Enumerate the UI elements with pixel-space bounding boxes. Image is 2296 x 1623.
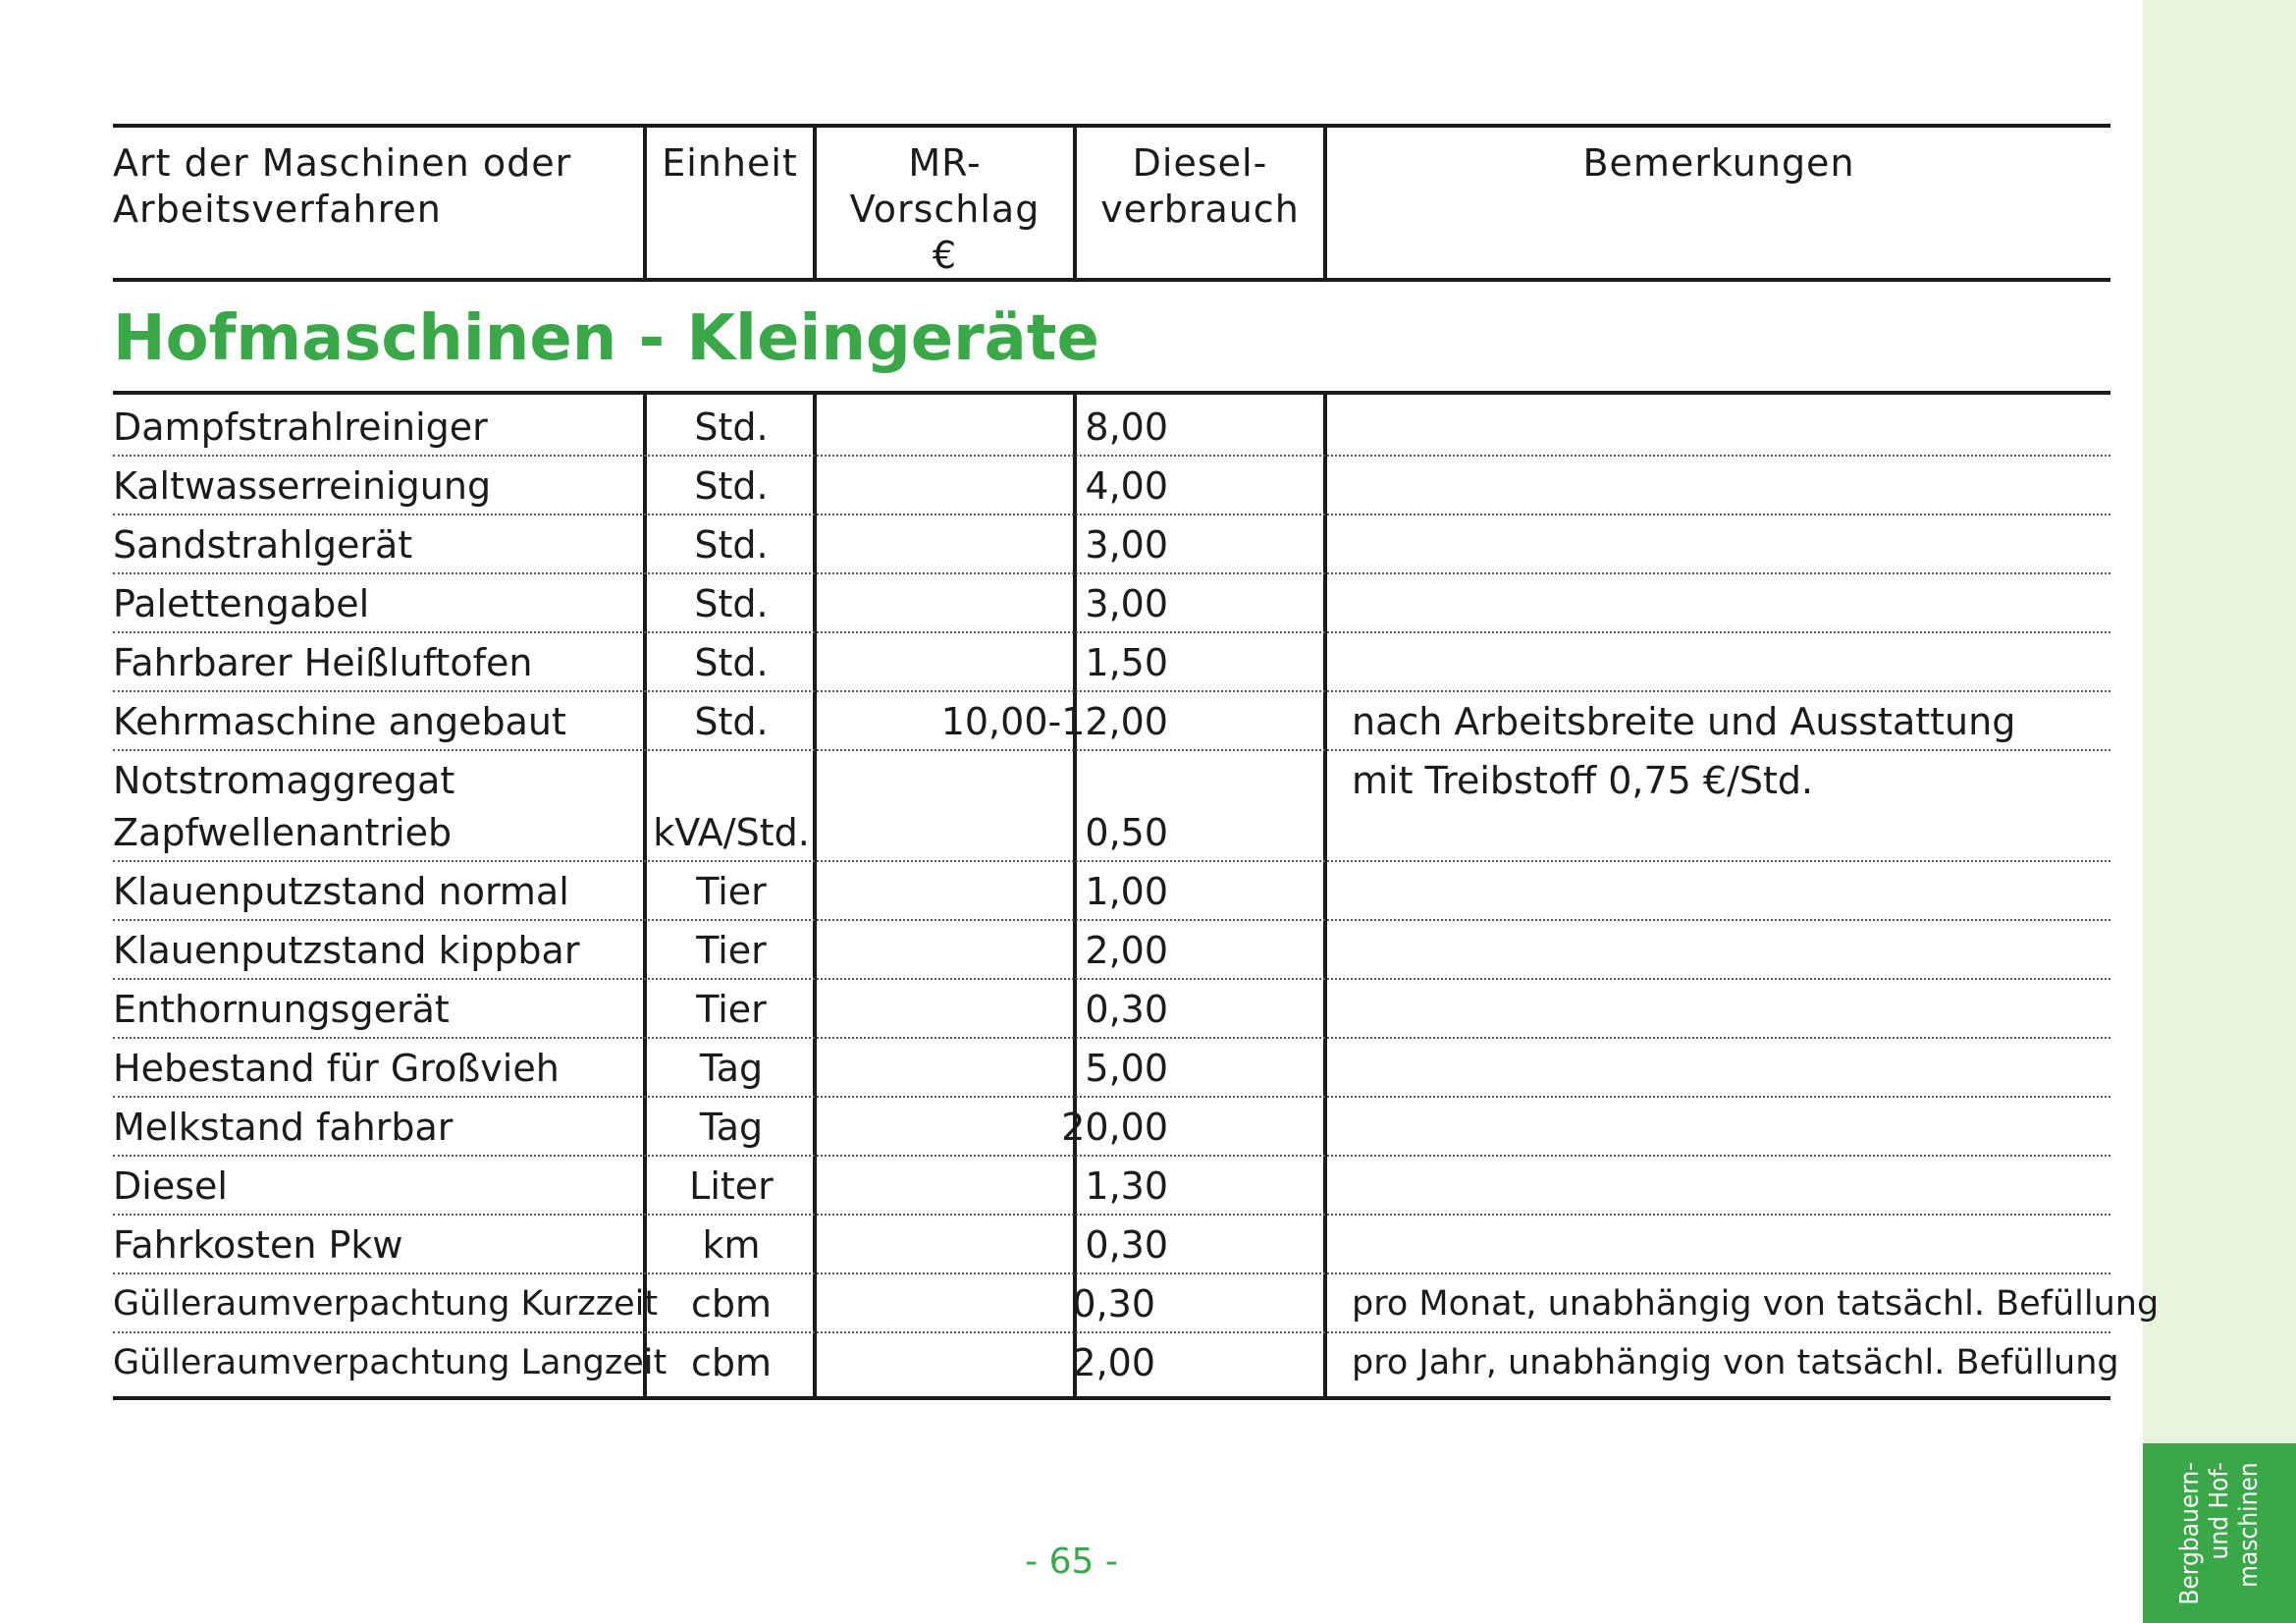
row-unit: Tier: [696, 870, 767, 913]
row-price: 3,00: [1085, 523, 1168, 567]
table-row: [113, 1274, 2160, 1333]
row-name: Diesel: [113, 1164, 228, 1208]
row-price: 2,00: [1072, 1341, 1155, 1384]
row-note: pro Jahr, unabhängig von tatsächl. Befüllung: [1352, 1343, 2119, 1382]
header-name-line-1: Art der Maschinen oder: [113, 141, 572, 185]
row-unit: kVA/Std.: [653, 811, 810, 854]
row-unit: cbm: [690, 1341, 773, 1384]
row-unit: Std.: [694, 523, 769, 567]
row-unit: cbm: [690, 1282, 773, 1325]
row-name: Sandstrahlgerät: [113, 523, 413, 567]
header-notes: Bemerkungen: [1582, 141, 1855, 185]
section-title: Hofmaschinen - Kleingeräte: [113, 302, 1099, 375]
row-price: 0,50: [1085, 811, 1168, 854]
table-row: [113, 1098, 2110, 1157]
row-price: 2,00: [1085, 929, 1168, 972]
header-name-line-2: Arbeitsverfahren: [113, 188, 442, 231]
row-unit: Tag: [699, 1106, 764, 1149]
row-unit: Std.: [694, 582, 769, 625]
row-name: Kaltwasserreinigung: [113, 464, 492, 508]
row-name: Gülleraumverpachtung Langzeit: [113, 1343, 667, 1382]
row-unit: Std.: [694, 406, 769, 449]
header-bottom-rule: [113, 278, 2110, 282]
row-price: 0,30: [1085, 1223, 1168, 1267]
header-price: [817, 140, 1073, 279]
row-name: Hebestand für Großvieh: [113, 1047, 560, 1090]
table-row: [113, 574, 2110, 633]
row-price: 0,30: [1085, 988, 1168, 1031]
row-name: Enthornungsgerät: [113, 988, 450, 1031]
table-row: [113, 1157, 2110, 1216]
table-row: [113, 1039, 2110, 1098]
header-name: [113, 140, 638, 233]
row-name: Notstromaggregat: [113, 759, 455, 802]
row-name: Kehrmaschine angebaut: [113, 700, 566, 743]
row-name: Gülleraumverpachtung Kurzzeit: [113, 1284, 659, 1324]
table-row: [113, 692, 2110, 751]
chapter-tab-line-1: Bergbauern-: [2175, 1461, 2205, 1605]
row-price: 1,30: [1085, 1164, 1168, 1208]
row-note: mit Treibstoff 0,75 €/Std.: [1352, 759, 1814, 802]
row-note: pro Monat, unabhängig von tatsächl. Befüllung: [1352, 1284, 2160, 1324]
row-name-line-2: Zapfwellenantrieb: [113, 811, 453, 854]
chapter-tab-line-3: maschinen: [2234, 1461, 2264, 1588]
header-diesel-line-2: verbrauch: [1100, 188, 1300, 231]
row-price: 5,00: [1085, 1047, 1168, 1090]
header-diesel: [1077, 140, 1323, 233]
table-top-rule: [113, 124, 2110, 128]
row-price: 4,00: [1085, 464, 1168, 508]
row-unit: Std.: [694, 700, 769, 743]
row-price: 10,00-12,00: [940, 700, 1168, 743]
side-panel: [2143, 0, 2296, 1623]
row-unit: Liter: [689, 1164, 774, 1208]
header-diesel-line-1: Diesel-: [1132, 141, 1268, 185]
row-unit: Std.: [694, 641, 769, 684]
row-name: Melkstand fahrbar: [113, 1106, 454, 1149]
row-price: 3,00: [1085, 582, 1168, 625]
header-price-line-1: MR-: [908, 141, 982, 185]
table-row: [113, 921, 2110, 980]
row-name: Klauenputzstand kippbar: [113, 929, 580, 972]
row-unit: Tier: [696, 988, 767, 1031]
chapter-tab-label: [2175, 1462, 2264, 1604]
row-unit: Std.: [694, 464, 769, 508]
table-bottom-rule: [113, 1396, 2110, 1400]
chapter-tab[interactable]: [2143, 1443, 2296, 1623]
row-unit: Tag: [699, 1047, 764, 1090]
page-number: - 65 -: [1025, 1542, 1118, 1582]
header-price-line-2: Vorschlag: [849, 188, 1041, 231]
table-row: [113, 1333, 2119, 1392]
row-note: nach Arbeitsbreite und Ausstattung: [1352, 700, 2016, 743]
header-unit: Einheit: [662, 141, 798, 185]
table-row: [113, 398, 2110, 457]
row-price: 20,00: [1061, 1106, 1168, 1149]
row-name: Fahrbarer Heißluftofen: [113, 641, 533, 684]
header-price-currency: €: [932, 234, 958, 277]
row-name: Fahrkosten Pkw: [113, 1223, 403, 1267]
table-row: [113, 980, 2110, 1039]
section-rule: [113, 391, 2110, 395]
row-price: 8,00: [1085, 406, 1168, 449]
chapter-tab-line-2: und Hof-: [2205, 1461, 2234, 1559]
table-row: [113, 457, 2110, 515]
row-price: 1,50: [1085, 641, 1168, 684]
row-price: 0,30: [1072, 1282, 1155, 1325]
row-unit: Tier: [696, 929, 767, 972]
table-row: [113, 1216, 2110, 1274]
row-unit: km: [702, 1223, 761, 1267]
row-name: Klauenputzstand normal: [113, 870, 569, 913]
row-name: Palettengabel: [113, 582, 370, 625]
row-name: Dampfstrahlreiniger: [113, 406, 488, 449]
table-row: [113, 751, 2110, 862]
table-row: [113, 515, 2110, 574]
table-row: [113, 862, 2110, 921]
table-row: [113, 633, 2110, 692]
row-price: 1,00: [1085, 870, 1168, 913]
